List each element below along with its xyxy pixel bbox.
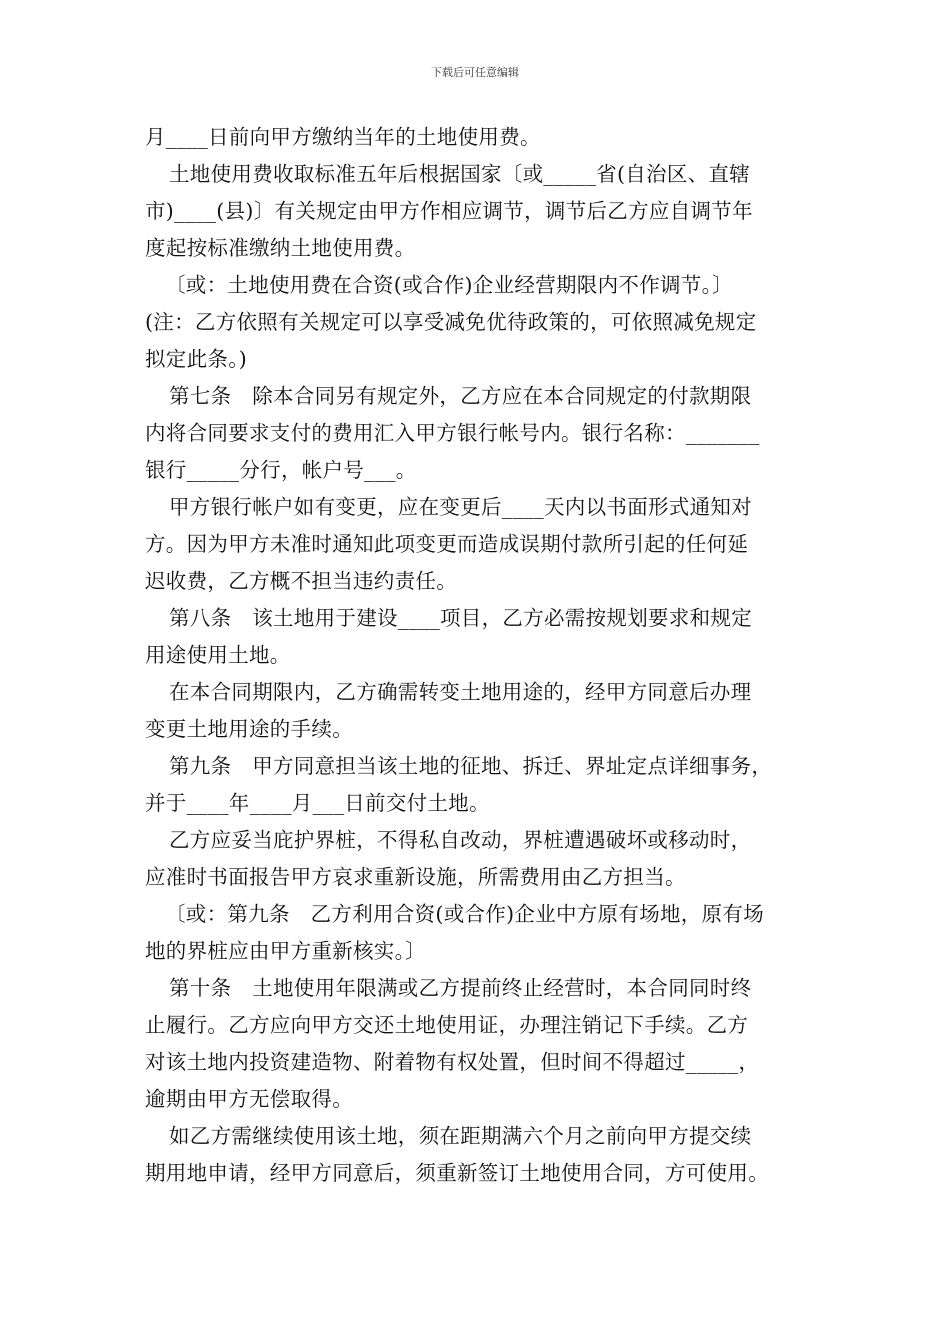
text-line: 土地使用费收取标准五年后根据国家〔或_____省(自治区、直辖: [169, 162, 751, 186]
text-line: 变更土地用途的手续。: [145, 717, 353, 741]
text-line: 内将合同要求支付的费用汇入甲方银行帐号内。银行名称：_______: [145, 421, 760, 445]
text-line: 用途使用土地。: [145, 643, 291, 667]
text-line: 第七条 除本合同另有规定外，乙方应在本合同规定的付款期限: [169, 384, 752, 408]
text-line: (注：乙方依照有关规定可以享受减免优待政策的，可依照减免规定: [145, 310, 757, 334]
text-line: 第九条 甲方同意担当该土地的征地、拆迁、界址定点详细事务，: [169, 754, 773, 778]
text-line: 迟收费，乙方概不担当违约责任。: [145, 569, 457, 593]
text-line: 乙方应妥当庇护界桩，不得私自改动，界桩遭遇破坏或移动时，: [169, 828, 752, 852]
text-line: 银行_____分行，帐户号___。: [145, 458, 417, 482]
text-line: 方。因为甲方未准时通知此项变更而造成误期付款所引起的任何延: [145, 532, 749, 556]
text-line: 月____日前向甲方缴纳当年的土地使用费。: [145, 125, 541, 149]
text-line: 甲方银行帐户如有变更，应在变更后____天内以书面形式通知对: [169, 495, 752, 519]
text-line: 期用地申请，经甲方同意后，须重新签订土地使用合同，方可使用。: [145, 1161, 769, 1185]
text-line: 拟定此条。): [145, 347, 248, 371]
text-line: 地的界桩应由甲方重新核实。〕: [145, 939, 426, 963]
page-header: 下载后可任意编辑: [431, 66, 519, 79]
text-line: 在本合同期限内，乙方确需转变土地用途的，经甲方同意后办理: [169, 680, 752, 704]
text-line: 市)____(县)〕有关规定由甲方作相应调节，调节后乙方应自调节年: [145, 199, 753, 223]
text-line: 对该土地内投资建造物、附着物有权处置，但时间不得超过_____，: [145, 1050, 760, 1074]
text-line: 〔或：土地使用费在合资(或合作)企业经营期限内不作调节。〕: [165, 273, 733, 297]
text-line: 应准时书面报告甲方哀求重新设施，所需费用由乙方担当。: [145, 865, 686, 889]
text-line: 度起按标准缴纳土地使用费。: [145, 236, 416, 260]
text-line: 如乙方需继续使用该土地，须在距期满六个月之前向甲方提交续: [169, 1124, 752, 1148]
text-line: 止履行。乙方应向甲方交还土地使用证，办理注销记下手续。乙方: [145, 1013, 749, 1037]
text-line: 第十条 土地使用年限满或乙方提前终止经营时，本合同同时终: [169, 976, 752, 1000]
text-line: 并于____年____月___日前交付土地。: [145, 791, 490, 815]
text-line: 〔或：第九条 乙方利用合资(或合作)企业中方原有场地，原有场: [165, 902, 764, 926]
document-body: [145, 119, 810, 1192]
text-line: 第八条 该土地用于建设____项目，乙方必需按规划要求和规定: [169, 606, 752, 630]
text-line: 逾期由甲方无偿取得。: [145, 1087, 353, 1111]
